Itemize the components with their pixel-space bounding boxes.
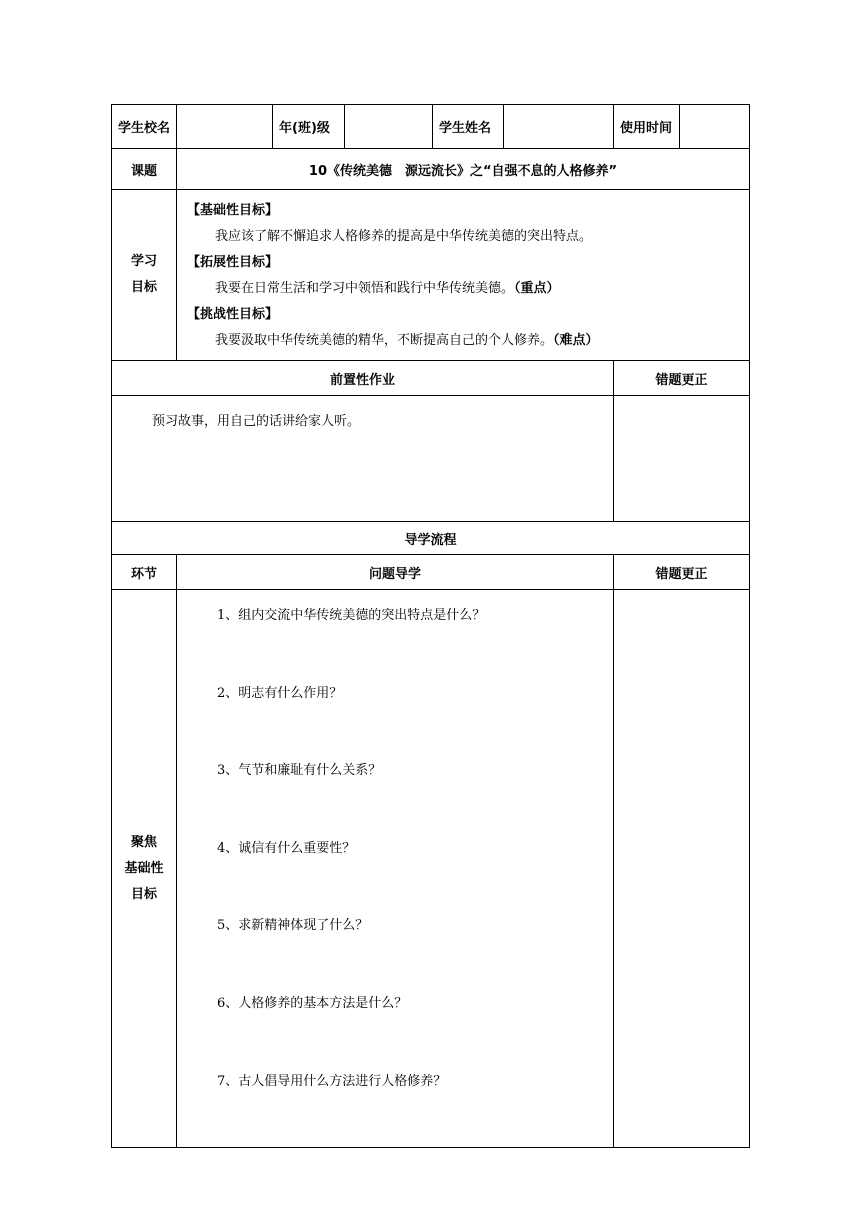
challenge-goal-text: 我要汲取中华传统美德的精华，不断提高自己的个人修养。	[215, 333, 554, 348]
question-item: 7、古人倡导用什么方法进行人格修养？	[217, 1073, 447, 1089]
extend-goal-heading: 【拓展性目标】	[187, 255, 279, 270]
goals-label	[112, 190, 177, 361]
preview-body-row	[112, 396, 750, 522]
school-label: 学生校名	[112, 105, 177, 149]
key-point-tag: （重点）	[514, 281, 560, 296]
question-item: 2、明志有什么作用？	[217, 685, 343, 701]
challenge-goal-heading: 【挑战性目标】	[187, 307, 279, 322]
goals-label-line2: 目标	[130, 280, 157, 295]
question-item: 5、求新精神体现了什么？	[217, 918, 369, 934]
questions-list	[177, 590, 614, 1148]
basic-goal-heading: 【基础性目标】	[187, 203, 279, 218]
usage-time-label: 使用时间	[614, 105, 680, 149]
study-sheet-table	[111, 104, 750, 1148]
student-name-label: 学生姓名	[433, 105, 504, 149]
flow-title: 导学流程	[112, 522, 750, 555]
stage-column-header: 环节	[112, 555, 177, 590]
goals-row	[112, 190, 750, 361]
grade-label: 年(班)级	[273, 105, 345, 149]
topic-label: 课题	[112, 149, 177, 190]
preview-correction-header: 错题更正	[614, 361, 750, 396]
goals-content	[177, 190, 750, 361]
info-row	[112, 105, 750, 149]
grade-field[interactable]	[345, 105, 433, 149]
question-item: 1、组内交流中华传统美德的突出特点是什么？	[217, 608, 486, 623]
school-field[interactable]	[177, 105, 273, 149]
challenge-goal-line	[187, 328, 749, 354]
preview-header: 前置性作业	[112, 361, 614, 396]
basic-goal-text: 我应该了解不懈追求人格修养的提高是中华传统美德的突出特点。	[215, 229, 593, 244]
flow-correction-area[interactable]	[614, 590, 750, 1148]
flow-body-row	[112, 590, 750, 1148]
stage-label-line3: 目标	[130, 886, 157, 902]
question-item: 6、人格修养的基本方法是什么？	[217, 995, 408, 1011]
stage-label-line1: 聚焦	[130, 834, 157, 850]
topic-title: 10《传统美德 源远流长》之“自强不息的人格修养”	[177, 149, 750, 190]
stage-label	[112, 590, 177, 1148]
flow-header-row	[112, 555, 750, 590]
flow-title-row	[112, 522, 750, 555]
student-name-field[interactable]	[504, 105, 614, 149]
question-item: 3、气节和廉耻有什么关系？	[217, 763, 382, 779]
goals-label-line1: 学习	[130, 254, 157, 269]
questions-column-header: 问题导学	[177, 555, 614, 590]
question-item: 4、诚信有什么重要性？	[217, 840, 356, 856]
usage-time-field[interactable]	[680, 105, 750, 149]
extend-goal-line	[187, 276, 749, 302]
extend-goal-text: 我要在日常生活和学习中领悟和践行中华传统美德。	[215, 281, 515, 296]
preview-correction-area[interactable]	[614, 396, 750, 522]
stage-label-line2: 基础性	[124, 860, 164, 876]
preview-text: 预习故事，用自己的话讲给家人听。	[112, 396, 614, 522]
preview-header-row	[112, 361, 750, 396]
correction-column-header: 错题更正	[614, 555, 750, 590]
topic-row	[112, 149, 750, 190]
difficult-point-tag: （难点）	[553, 333, 599, 348]
